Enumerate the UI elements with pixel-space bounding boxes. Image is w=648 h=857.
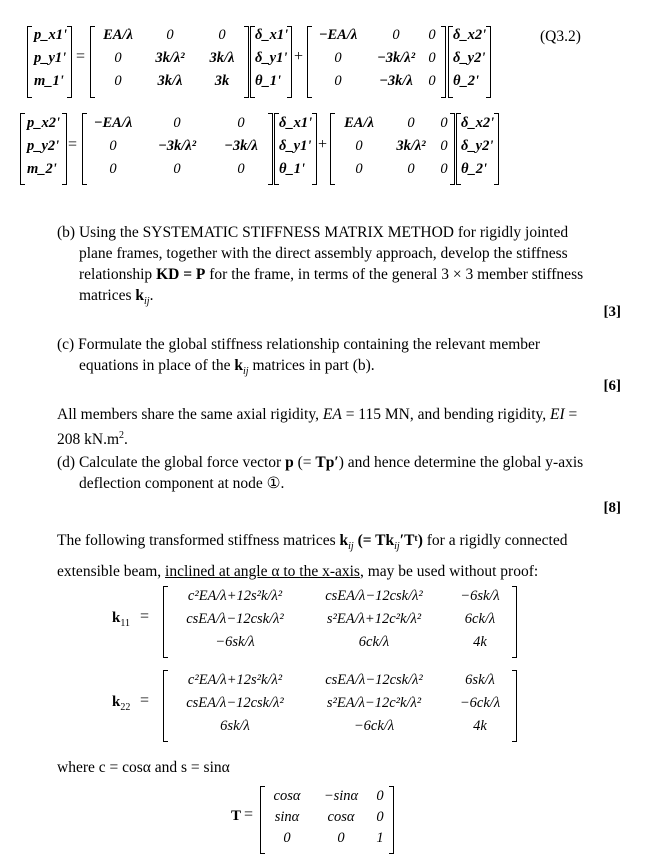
part-d <box>57 452 627 494</box>
part-d-label: (d) <box>57 454 76 471</box>
eq1-lhs-1: p_x1' <box>34 27 68 43</box>
transform-equation-end: ′Tᵗ) <box>399 532 423 549</box>
k22-cell-11: c²EA/λ+12s²k/λ² <box>187 672 283 688</box>
k22-cell-21: csEA/λ−12csk/λ² <box>186 695 284 711</box>
k-symbol: k <box>339 532 349 549</box>
k11-cell-22: s²EA/λ+12c²k/λ² <box>326 611 422 627</box>
eq2-ka-11: −EA/λ <box>93 115 133 131</box>
plus-sign: + <box>294 48 304 65</box>
eq1-lhs-2: p_y1' <box>34 50 67 66</box>
k11-cell-32: 6ck/λ <box>358 634 390 650</box>
rigidity-line1-pre: All members share the same axial rigidity, <box>57 406 323 423</box>
equals-sign: = <box>244 806 254 823</box>
eq2-ka-33: 0 <box>237 161 245 177</box>
part-d-marks: [8] <box>603 500 621 516</box>
k22-label <box>112 694 130 713</box>
part-b-line2: plane frames, together with the direct assembly approach, develop the stiffness <box>79 245 568 262</box>
eq2-kb-31: 0 <box>355 161 363 177</box>
eq2-d1-1: δ_x1' <box>279 115 313 131</box>
bracket-right <box>512 670 517 742</box>
eq1-d2-3: θ_2' <box>453 73 480 89</box>
plus-sign: + <box>318 136 328 153</box>
k-subscript: ij <box>394 541 400 553</box>
t-cell-21: sinα <box>274 809 300 825</box>
k22-cell-13: 6sk/λ <box>465 672 495 688</box>
eq1-ka-11: EA/λ <box>103 27 133 43</box>
rigidity-superscript: 2 <box>119 430 124 441</box>
eq1-ka-31: 0 <box>114 73 122 89</box>
bracket-right <box>486 26 491 98</box>
part-b-line3-post: for the frame, in terms of the general 3 × 3 member stiffness <box>205 266 584 283</box>
eq1-ka-12: 0 <box>166 27 174 43</box>
eq1-kb-21: 0 <box>334 50 342 66</box>
part-c-line2-post: matrices in part (b). <box>248 357 375 374</box>
bracket-right <box>312 113 317 185</box>
eq1-ka-32: 3k/λ <box>157 73 183 89</box>
transformed-statement <box>57 528 632 584</box>
equation-2 <box>0 105 648 195</box>
eq2-lhs-2: p_y2' <box>27 138 60 154</box>
t-cell-33: 1 <box>376 830 384 846</box>
part-c-label: (c) <box>57 336 75 353</box>
k-symbol: k <box>234 357 244 374</box>
eq2-kb-32: 0 <box>407 161 415 177</box>
bracket-right <box>62 113 67 185</box>
k22-matrix <box>0 668 648 744</box>
equals-sign: = <box>76 48 86 65</box>
bracket-right <box>512 586 517 658</box>
k11-cell-21: csEA/λ−12csk/λ² <box>186 611 284 627</box>
t-cell-13: 0 <box>376 788 384 804</box>
eq1-kb-33: 0 <box>428 73 436 89</box>
k-subscript: ij <box>348 541 354 553</box>
eq2-d1-2: δ_y1' <box>279 138 312 154</box>
part-b-line4-post: . <box>149 287 154 304</box>
rigidity-line2: 208 kN.m <box>57 431 119 449</box>
eq1-d1-3: θ_1' <box>255 73 282 89</box>
k-symbol: k <box>112 610 121 626</box>
eq2-d2-1: δ_x2' <box>461 115 495 131</box>
transformed-line2-post: , may be used without proof: <box>359 563 539 581</box>
k11-cell-11: c²EA/λ+12s²k/λ² <box>187 588 283 604</box>
k11-subscript: 11 <box>120 618 130 629</box>
eq2-d1-3: θ_1' <box>279 161 306 177</box>
eq1-ka-33: 3k <box>214 73 230 89</box>
eq1-d1-2: δ_y1' <box>255 50 288 66</box>
t-cell-31: 0 <box>283 830 291 846</box>
t-matrix <box>0 784 648 856</box>
eq2-d2-2: δ_y2' <box>461 138 494 154</box>
transform-equation: (= Tk <box>353 532 395 549</box>
rigidity-line2-post: . <box>124 431 128 449</box>
bracket-left <box>20 113 25 185</box>
transformed-line1-pre: The following transformed stiffness matrices <box>57 532 340 549</box>
transformed-line2-pre: extensible beam, <box>57 563 166 581</box>
where-line: where c = cosα and s = sinα <box>57 759 230 776</box>
eq1-lhs-3: m_1' <box>34 73 64 89</box>
eq2-ka-31: 0 <box>109 161 117 177</box>
part-d-line1-post: ) and hence determine the global y-axis <box>338 454 584 471</box>
bracket-right <box>441 26 446 98</box>
eq2-kb-11: EA/λ <box>344 115 374 131</box>
eq2-kb-33: 0 <box>440 161 448 177</box>
part-b-line1: Using the SYSTEMATIC STIFFNESS MATRIX METHOD for rigidly jointed <box>78 224 569 241</box>
eq2-kb-23: 0 <box>440 138 448 154</box>
eq1-kb-11: −EA/λ <box>318 27 358 43</box>
eq2-ka-12: 0 <box>173 115 181 131</box>
k-subscript: ij <box>243 366 249 378</box>
eq2-kb-12: 0 <box>407 115 415 131</box>
inclined-angle-phrase: inclined at angle α to the x-axis <box>165 563 360 581</box>
ei-symbol: EI <box>550 406 565 423</box>
k22-subscript: 22 <box>120 702 131 713</box>
bracket-right <box>67 26 72 98</box>
k11-cell-13: −6sk/λ <box>460 588 500 604</box>
rigidity-line1-post: = <box>564 406 578 423</box>
equals-sign: = <box>140 608 150 625</box>
bracket-right <box>494 113 499 185</box>
t-cell-22: cosα <box>327 809 355 825</box>
eq1-ka-23: 3k/λ <box>209 50 235 66</box>
part-b <box>57 222 627 312</box>
part-c-line2-pre: equations in place of the <box>79 357 235 374</box>
part-b-label: (b) <box>57 224 76 241</box>
k22-cell-33: 4k <box>473 718 487 734</box>
eq1-d2-2: δ_y2' <box>453 50 486 66</box>
eq2-lhs-3: m_2' <box>27 161 57 177</box>
k11-label <box>112 610 130 629</box>
t-cell-23: 0 <box>376 809 384 825</box>
eq1-ka-21: 0 <box>114 50 122 66</box>
k22-cell-22: s²EA/λ−12c²k/λ² <box>326 695 422 711</box>
eq1-ka-13: 0 <box>218 27 226 43</box>
eq1-kb-23: 0 <box>428 50 436 66</box>
equation-1 <box>0 0 648 105</box>
part-c-marks: [6] <box>603 378 621 394</box>
eq2-lhs-1: p_x2' <box>27 115 61 131</box>
eq2-ka-21: 0 <box>109 138 117 154</box>
k11-cell-23: 6ck/λ <box>464 611 496 627</box>
eq1-d2-1: δ_x2' <box>453 27 487 43</box>
tp-product: Tp′ <box>315 454 339 471</box>
eq1-d1-1: δ_x1' <box>255 27 289 43</box>
part-c <box>57 334 627 382</box>
k11-cell-33: 4k <box>473 634 487 650</box>
eq2-kb-21: 0 <box>355 138 363 154</box>
eq2-ka-22: −3k/λ² <box>157 138 197 154</box>
rigidity-statement <box>57 404 627 450</box>
p-vector: p <box>285 454 294 471</box>
k22-cell-31: 6sk/λ <box>220 718 250 734</box>
bracket-left <box>27 26 32 98</box>
bracket-right <box>287 26 292 98</box>
part-d-line1-pre: Calculate the global force vector <box>78 454 286 471</box>
eq1-kb-13: 0 <box>428 27 436 43</box>
bracket-right <box>450 113 455 185</box>
k-symbol: k <box>112 694 121 710</box>
t-cell-11: cosα <box>273 788 301 804</box>
part-d-line2: deflection component at node ①. <box>79 475 285 492</box>
t-symbol: T <box>231 808 242 824</box>
k22-cell-32: −6ck/λ <box>353 718 395 734</box>
k22-cell-12: csEA/λ−12csk/λ² <box>325 672 423 688</box>
eq1-kb-32: −3k/λ <box>379 73 413 89</box>
eq2-ka-32: 0 <box>173 161 181 177</box>
part-c-line1: Formulate the global stiffness relationship containing the relevant member <box>78 336 541 353</box>
eq2-d2-3: θ_2' <box>461 161 488 177</box>
t-cell-32: 0 <box>337 830 345 846</box>
eq1-kb-12: 0 <box>392 27 400 43</box>
transformed-line1-post: for a rigidly connected <box>422 532 568 549</box>
k11-cell-31: −6sk/λ <box>215 634 255 650</box>
k-subscript: ij <box>144 296 150 308</box>
k11-cell-12: csEA/λ−12csk/λ² <box>325 588 423 604</box>
equals-sign: = <box>68 136 78 153</box>
eq1-kb-22: −3k/λ² <box>376 50 416 66</box>
k-symbol: k <box>135 287 145 304</box>
eq2-kb-22: 3k/λ² <box>396 138 426 154</box>
eq1-ka-22: 3k/λ² <box>155 50 185 66</box>
equals-sign: = <box>140 692 150 709</box>
bracket-right <box>244 26 249 98</box>
part-b-line4-pre: matrices <box>79 287 136 304</box>
eq2-kb-13: 0 <box>440 115 448 131</box>
k22-cell-23: −6ck/λ <box>459 695 501 711</box>
eq2-ka-23: −3k/λ <box>224 138 258 154</box>
k11-matrix <box>0 584 648 660</box>
eq2-ka-13: 0 <box>237 115 245 131</box>
part-d-line1-mid: (= <box>293 454 316 471</box>
question-label: (Q3.2) <box>540 28 581 45</box>
eq1-kb-31: 0 <box>334 73 342 89</box>
part-b-line3-pre: relationship <box>79 266 157 283</box>
ea-symbol: EA <box>322 406 342 423</box>
rigidity-line1-mid: = 115 MN, and bending rigidity, <box>341 406 551 423</box>
kd-p-equation: KD = P <box>156 266 206 283</box>
t-cell-12: −sinα <box>323 788 359 804</box>
part-b-marks: [3] <box>603 304 621 320</box>
bracket-right <box>389 786 394 854</box>
bracket-right <box>268 113 273 185</box>
